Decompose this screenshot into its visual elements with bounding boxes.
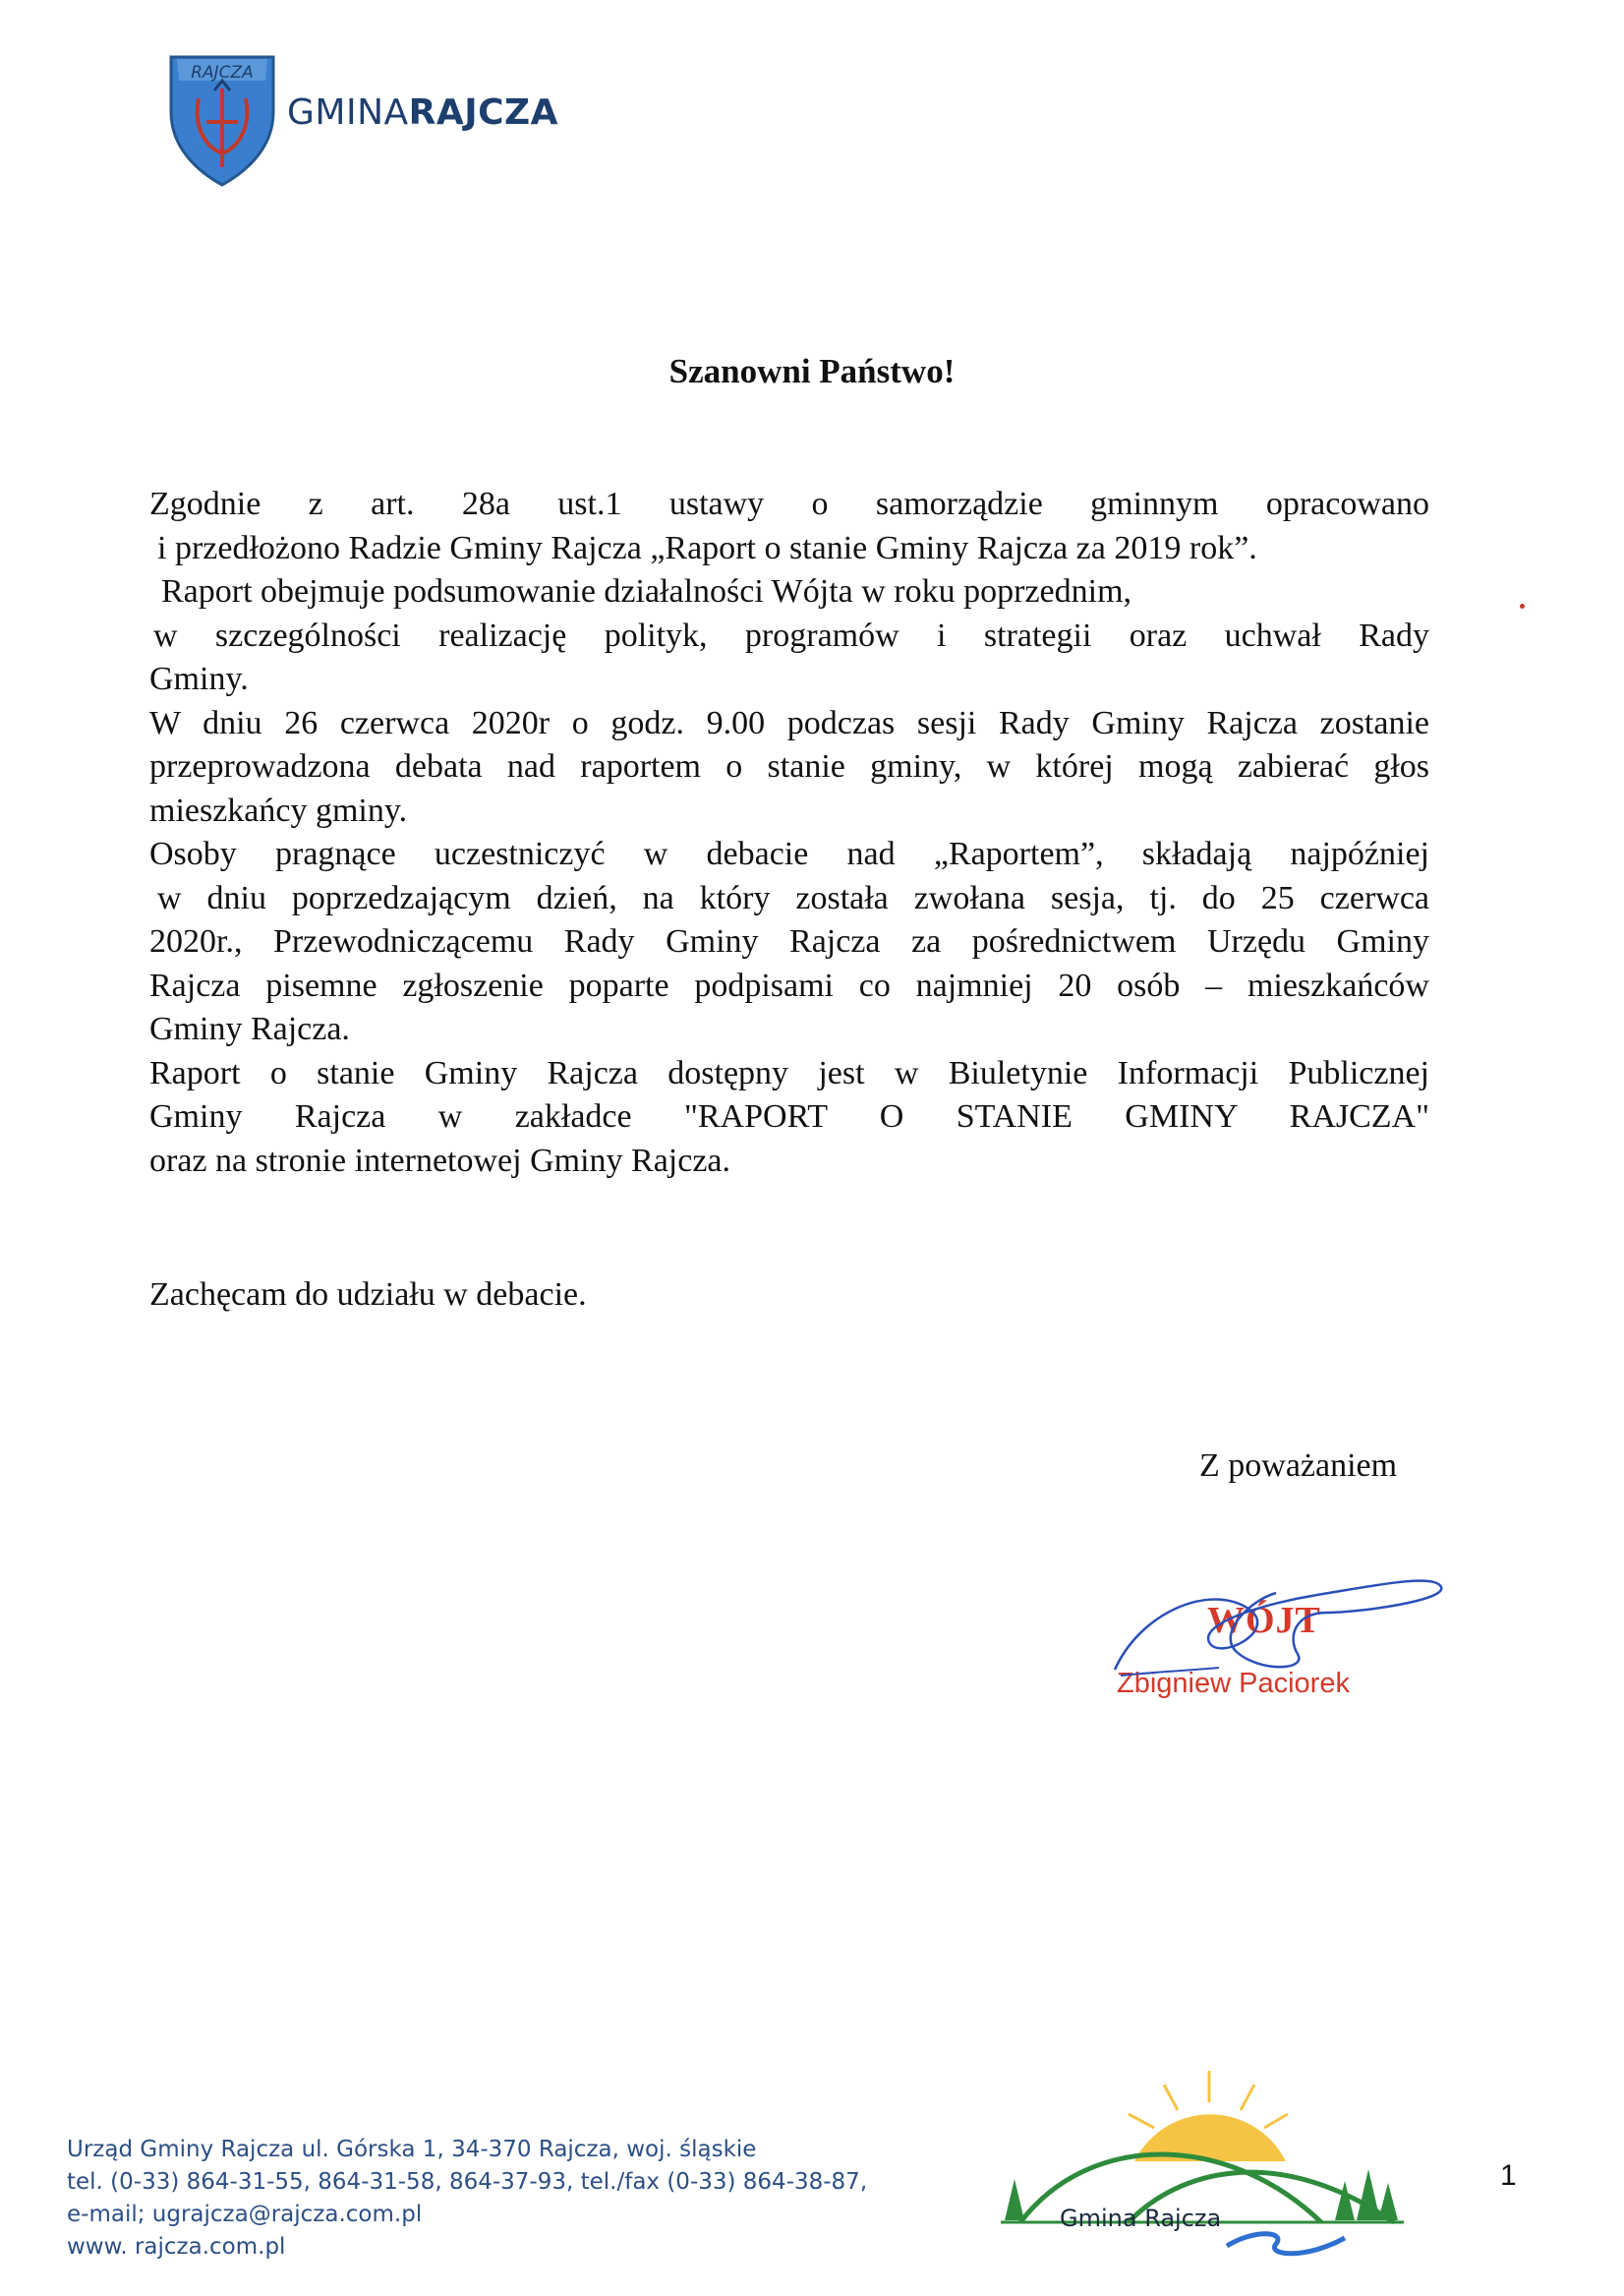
- gmina-name: [287, 92, 558, 133]
- closing-sentence: Zachęcam do udziału w debacie.: [149, 1276, 587, 1313]
- footer-line: Urząd Gminy Rajcza ul. Górska 1, 34-370 Rajcza, woj. śląskie: [67, 2137, 757, 2162]
- body-line: Rajcza pisemne zgłoszenie poparte podpisami co najmniej 20 osób – mieszkańców: [149, 967, 1429, 1004]
- regards-line: Z poważaniem: [1199, 1447, 1398, 1484]
- page-number: 1: [1500, 2159, 1517, 2192]
- footer-line: www. rajcza.com.pl: [67, 2234, 286, 2260]
- body-line: Gminy.: [149, 661, 249, 697]
- body-line: przeprowadzona debata nad raportem o stanie gminy, w której mogą zabierać głos: [149, 748, 1429, 785]
- ink-dot: [1520, 604, 1525, 609]
- sun-hills-trees-icon: [981, 2063, 1414, 2279]
- body-line: Osoby pragnące uczestniczyć w debacie nad „Raportem”, składają najpóźniej: [149, 836, 1429, 872]
- letter-heading: Szanowni Państwo!: [668, 352, 956, 390]
- signature-stamp: [1101, 1544, 1455, 1721]
- badge-text: RAJCZA: [191, 63, 254, 83]
- letter-body: [149, 483, 1429, 1183]
- footer-line: e-mail; ugrajcza@rajcza.com.pl: [67, 2202, 423, 2227]
- gmina-name-bold: RAJCZA: [408, 92, 559, 133]
- gmina-footer-logo: [981, 2063, 1414, 2279]
- body-line: W dniu 26 czerwca 2020r o godz. 9.00 podczas sesji Rady Gminy Rajcza zostanie: [149, 704, 1429, 741]
- body-line: i przedłożono Radzie Gminy Rajcza „Raport o stanie Gminy Rajcza za 2019 rok”.: [157, 529, 1257, 566]
- handwritten-signature: [1101, 1544, 1455, 1721]
- footer-line: tel. (0-33) 864-31-55, 864-31-58, 864-37-93, tel./fax (0-33) 864-38-87,: [67, 2169, 868, 2195]
- body-line: w dniu poprzedzającym dzień, na który została zwołana sesja, tj. do 25 czerwca: [157, 879, 1429, 916]
- body-line: oraz na stronie internetowej Gminy Rajcza.: [149, 1142, 730, 1179]
- body-line: Gminy Rajcza.: [149, 1011, 350, 1047]
- coat-of-arms-icon: [163, 51, 281, 189]
- body-line: Gminy Rajcza w zakładce "RAPORT O STANIE GMINY RAJCZA": [149, 1098, 1429, 1135]
- stamp-name: Zbigniew Paciorek: [1117, 1668, 1350, 1699]
- body-line: Raport obejmuje podsumowanie działalności Wójta w roku poprzednim,: [161, 573, 1132, 610]
- body-line: mieszkańcy gminy.: [149, 792, 408, 829]
- body-line: Raport o stanie Gminy Rajcza dostępny jest w Biuletynie Informacji Publicznej: [149, 1054, 1429, 1091]
- footer-logo-text: Gmina Rajcza: [1060, 2205, 1222, 2232]
- gmina-name-light: GMINA: [287, 92, 409, 133]
- gmina-logo: [163, 51, 576, 189]
- stamp-title: WÓJT: [1207, 1600, 1321, 1641]
- footer-address: [67, 2134, 952, 2264]
- body-line: Zgodnie z art. 28a ust.1 ustawy o samorządzie gminnym opracowano: [149, 486, 1429, 522]
- body-line: w szczególności realizację polityk, programów i strategii oraz uchwał Rady: [153, 617, 1429, 654]
- body-line: 2020r., Przewodniczącemu Rady Gminy Rajcza za pośrednictwem Urzędu Gminy: [149, 923, 1429, 960]
